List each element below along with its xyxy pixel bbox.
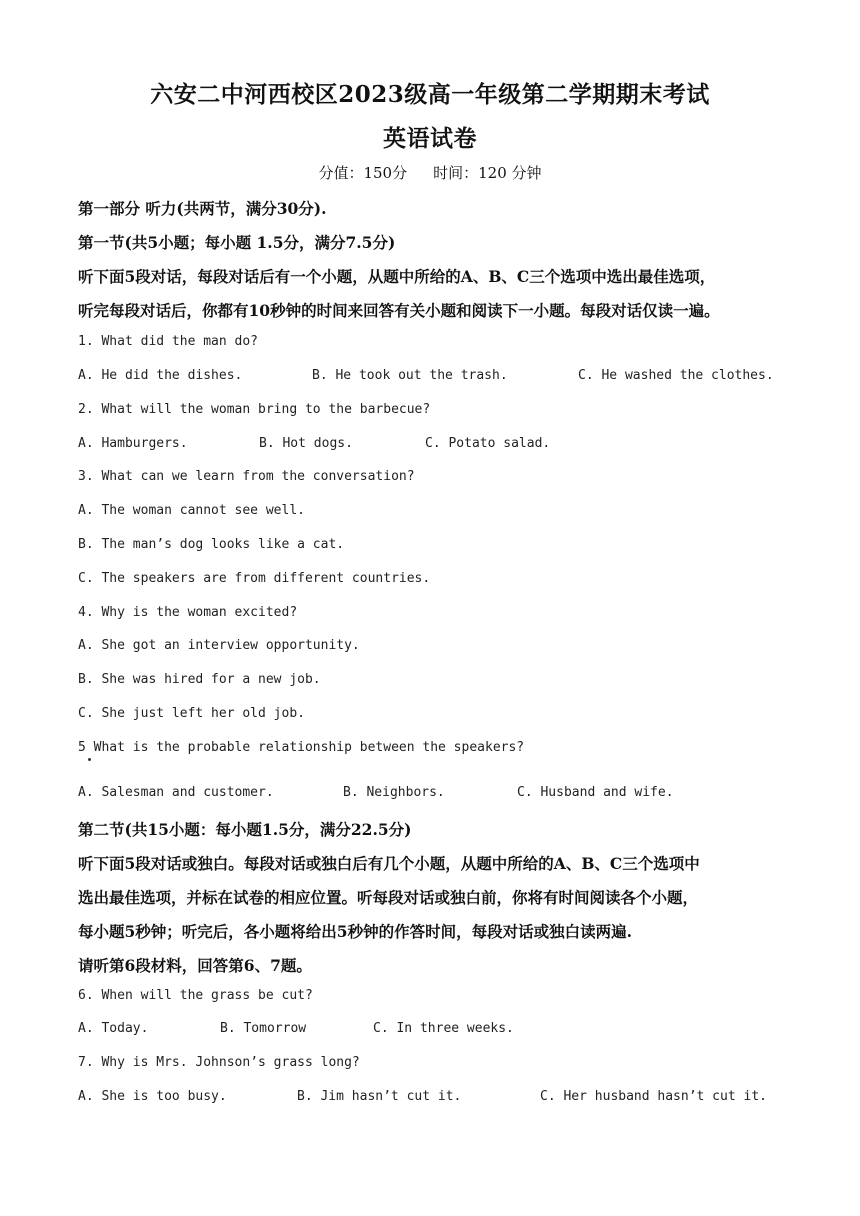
time-info: 时间：120 分钟: [433, 164, 542, 182]
q3-option-b: B. The man’s dog looks like a cat.: [78, 537, 345, 552]
q5-option-a: A. Salesman and customer.: [78, 785, 274, 800]
question-4: 4. Why is the woman excited?: [78, 605, 298, 620]
question-5: 5 What is the probable relationship between the speakers?: [78, 740, 525, 755]
section2-instruction-3: 每小题5秒钟；听完后，各小题将给出5秒钟的作答时间，每段对话或独白读两遍.: [78, 922, 632, 941]
stray-dot: [88, 758, 91, 761]
question-7: 7. Why is Mrs. Johnson’s grass long?: [78, 1055, 360, 1070]
q7-option-b: B. Jim hasn’t cut it.: [297, 1089, 462, 1104]
section2-instruction-1: 听下面5段对话或独白。每段对话或独白后有几个小题，从题中所给的A、B、C三个选项中: [78, 854, 700, 873]
q3-option-c: C. The speakers are from different countries.: [78, 571, 431, 586]
q2-option-a: A. Hamburgers.: [78, 436, 188, 451]
q5-option-c: C. Husband and wife.: [517, 785, 674, 800]
q5-option-b: B. Neighbors.: [343, 785, 445, 800]
section1-heading: 第一节(共5小题；每小题 1.5分，满分7.5分): [78, 233, 396, 252]
q1-option-b: B. He took out the trash.: [312, 368, 508, 383]
material-6-heading: 请听第6段材料，回答第6、7题。: [78, 956, 312, 975]
q4-option-c: C. She just left her old job.: [78, 706, 305, 721]
q4-option-b: B. She was hired for a new job.: [78, 672, 321, 687]
q2-option-b: B. Hot dogs.: [259, 436, 353, 451]
q6-option-b: B. Tomorrow: [220, 1021, 307, 1036]
section2-instruction-2: 选出最佳选项，并标在试卷的相应位置。听每段对话或独白前，你将有时间阅读各个小题，: [78, 888, 699, 907]
question-2: 2. What will the woman bring to the barbecue?: [78, 402, 431, 417]
exam-meta: [0, 162, 860, 183]
exam-subtitle: 英语试卷: [383, 125, 477, 152]
q7-option-c: C. Her husband hasn’t cut it.: [540, 1089, 767, 1104]
q1-option-c: C. He washed the clothes.: [578, 368, 774, 383]
q1-option-a: A. He did the dishes.: [78, 368, 243, 383]
q2-option-c: C. Potato salad.: [425, 436, 551, 451]
question-3: 3. What can we learn from the conversation?: [78, 469, 415, 484]
section2-heading: 第二节(共15小题：每小题1.5分，满分22.5分): [78, 820, 412, 839]
part1-heading: 第一部分 听力(共两节，满分30分).: [78, 199, 327, 218]
section1-instruction-1: 听下面5段对话，每段对话后有一个小题，从题中所给的A、B、C三个选项中选出最佳选项，: [78, 267, 716, 286]
q7-option-a: A. She is too busy.: [78, 1089, 227, 1104]
question-1: 1. What did the man do?: [78, 334, 259, 349]
q6-option-a: A. Today.: [78, 1021, 149, 1036]
question-6: 6. When will the grass be cut?: [78, 988, 313, 1003]
q6-option-c: C. In three weeks.: [373, 1021, 514, 1036]
score-info: 分值：150分: [318, 164, 408, 182]
exam-title: 六安二中河西校区2023级高一年级第二学期期末考试: [150, 81, 710, 108]
q4-option-a: A. She got an interview opportunity.: [78, 638, 360, 653]
q3-option-a: A. The woman cannot see well.: [78, 503, 305, 518]
section1-instruction-2: 听完每段对话后，你都有10秒钟的时间来回答有关小题和阅读下一小题。每段对话仅读一遍。: [78, 301, 720, 320]
